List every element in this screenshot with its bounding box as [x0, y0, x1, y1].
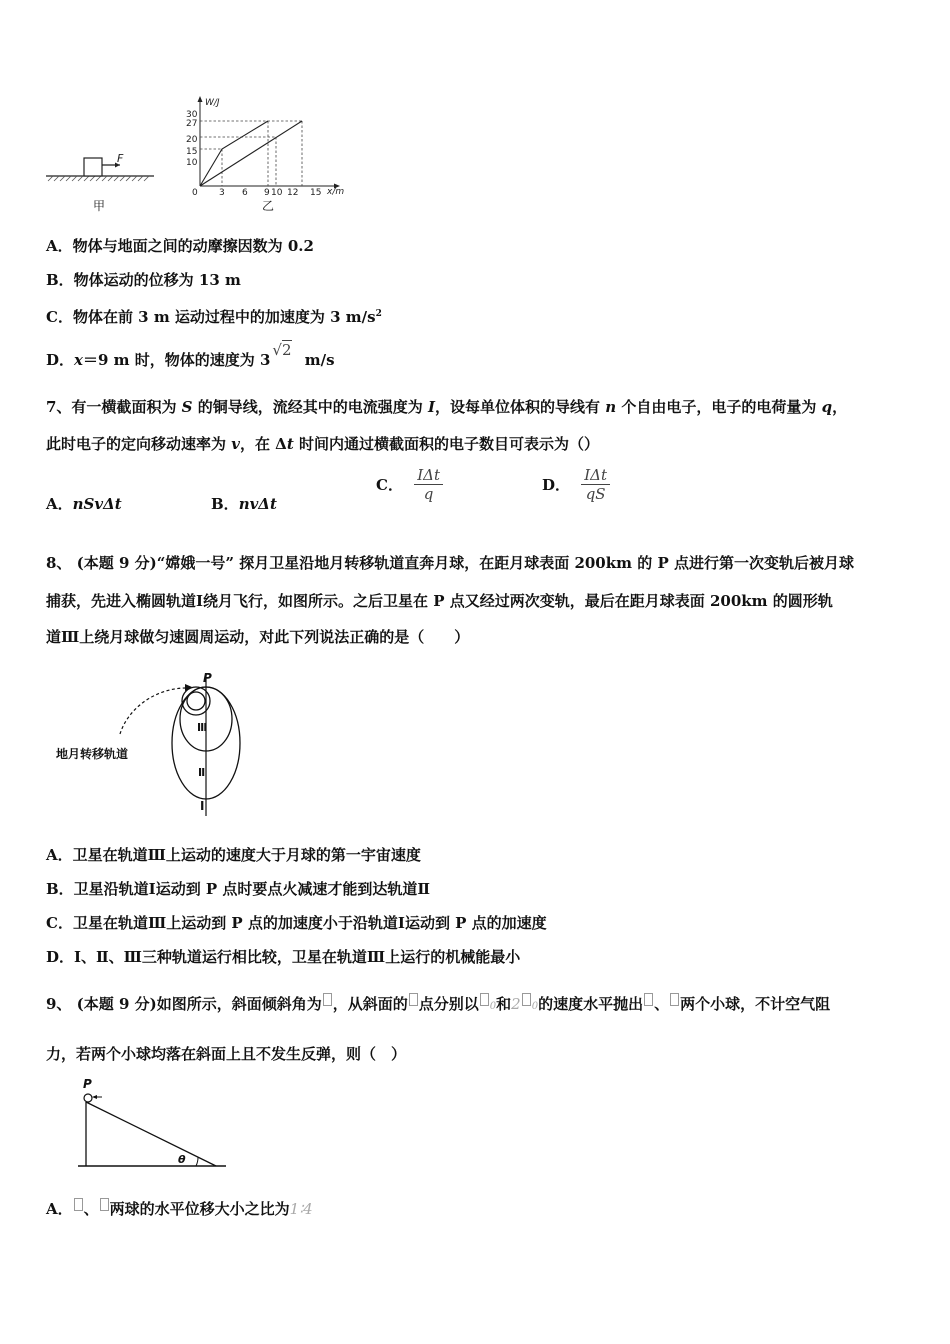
q8-option-c: C．卫星在轨道Ⅲ上运动到 P 点的加速度小于沿轨道Ⅰ运动到 P 点的加速度 [46, 914, 547, 932]
y-tick-27: 27 [186, 119, 198, 129]
q6-option-c-sup: 2 [375, 309, 382, 319]
q6-option-b: B．物体运动的位移为 13 m [46, 271, 241, 289]
text-segment: v [231, 435, 240, 453]
work-displacement-graph [186, 96, 344, 213]
figure-right-label: 乙 [262, 199, 275, 213]
y-tick-15: 15 [186, 147, 198, 157]
q8-stem-line2: 捕获，先进入椭圆轨道Ⅰ绕月飞行，如图所示。之后卫星在 P 点又经过两次变轨，最后在距月球表面 200km 的圆形轨 [46, 592, 833, 610]
q7-option-a [46, 493, 122, 515]
y-tick-30: 30 [186, 110, 198, 120]
force-label: F [117, 152, 124, 165]
incline-figure [74, 1074, 234, 1174]
text-segment: 两球的水平位移大小之比为 [109, 1200, 290, 1218]
text-segment: ，设每单位体积的导线有 [435, 398, 606, 416]
x-tick-6: 6 [242, 188, 248, 198]
x-tick-15: 15 [310, 188, 322, 198]
q7-option-d [542, 466, 610, 503]
q6-option-c [46, 303, 382, 328]
moon [187, 692, 205, 710]
x-tick-12: 12 [287, 188, 299, 198]
q6-option-d-radicand: 2 [281, 341, 292, 359]
q7-option-c [376, 466, 443, 503]
point-placeholder-icon [409, 993, 418, 1006]
v-placeholder-icon [522, 993, 531, 1006]
x-tick-10: 10 [271, 188, 283, 198]
text-segment: n [605, 398, 617, 416]
text-segment: 的速度水平抛出 [538, 995, 644, 1013]
x-axis-label: x/m [327, 187, 345, 197]
question6-figure [40, 92, 360, 218]
q8-option-a: A．卫星在轨道Ⅲ上运动的速度大于月球的第一宇宙速度 [46, 846, 421, 864]
text-segment: q [423, 485, 434, 503]
theta-placeholder-icon [323, 993, 332, 1006]
q6-option-d-x: x [74, 351, 83, 369]
text-segment: C． [376, 476, 403, 494]
text-segment: nvΔt [238, 495, 277, 513]
q7-stem-line2 [46, 433, 599, 455]
y-tick-20: 20 [186, 135, 198, 145]
x-tick-3: 3 [219, 188, 225, 198]
q7-option-b [211, 493, 277, 515]
work-line-force [200, 121, 268, 186]
q6-option-d-unit: m/s [304, 351, 335, 369]
transfer-orbit-label: 地月转移轨道 [56, 747, 129, 761]
angle-theta-label: θ [178, 1153, 186, 1166]
text-segment: ，从斜面的 [332, 995, 408, 1013]
q9-stem-line2: 力，若两个小球均落在斜面上且不发生反弹，则（ ） [46, 1045, 407, 1063]
point-p-label: P [83, 1077, 92, 1091]
q7-option-d-fraction [581, 466, 610, 503]
q6-option-c-text: C．物体在前 3 m 运动过程中的加速度为 3 m/s [46, 308, 376, 326]
y-axis-label: W/J [205, 98, 220, 108]
text-segment: 、 [83, 1200, 99, 1218]
q8-stem-line1: 8、 (本题 9 分)“嫦娥一号” 探月卫星沿地月转移轨道直奔月球，在距月球表面 200km 的 P 点进行第一次变轨后被月球 [46, 554, 854, 572]
q8-option-d: D．Ⅰ、Ⅱ、Ⅲ三种轨道运行相比较，卫星在轨道Ⅲ上运行的机械能最小 [46, 948, 521, 966]
text-segment: B． [211, 495, 239, 513]
text-segment: ，在 Δ [239, 435, 287, 453]
sqrt-icon: √2 [272, 341, 292, 359]
text-segment: A． [46, 495, 73, 513]
text-segment: nSvΔt [72, 495, 122, 513]
q9-option-a [46, 1198, 313, 1220]
text-segment: t [286, 435, 294, 453]
origin-label: 0 [192, 188, 198, 198]
text-segment: S [181, 398, 193, 416]
text-segment: D． [542, 476, 571, 494]
text-segment: 、 [654, 995, 670, 1013]
text-segment: 2 [511, 995, 521, 1013]
q8-option-b: B．卫星沿轨道Ⅰ运动到 P 点时要点火减速才能到达轨道Ⅱ [46, 880, 431, 898]
text-segment: 的铜导线，流经其中的电流强度为 [192, 398, 428, 416]
text-segment: qS [585, 485, 606, 503]
ball-b-placeholder-icon [670, 993, 679, 1006]
orbit-i-label: Ⅰ [200, 799, 205, 813]
y-tick-10: 10 [186, 158, 198, 168]
text-segment: A． [46, 1200, 73, 1218]
text-segment: 此时电子的定向移动速率为 [46, 435, 232, 453]
x-tick-9: 9 [264, 188, 270, 198]
q8-stem-line3: 道Ⅲ上绕月球做匀速圆周运动，对此下列说法正确的是（ ） [46, 628, 470, 646]
ball-b-placeholder-icon [100, 1198, 109, 1211]
text-segment: 1∶4 [289, 1200, 313, 1218]
q7-option-c-fraction [414, 466, 443, 503]
text-segment: 9、 (本题 9 分)如图所示，斜面倾斜角为 [46, 995, 322, 1013]
text-segment: IΔt [581, 466, 610, 485]
text-segment: 7、有一横截面积为 [46, 398, 182, 416]
text-segment: 点分别以 [418, 995, 479, 1013]
lunar-orbit-figure [46, 666, 256, 818]
q6-option-a: A．物体与地面之间的动摩擦因数为 0.2 [46, 237, 314, 255]
text-segment: 0 [489, 1001, 497, 1012]
q6-option-d [46, 341, 335, 371]
q6-option-d-label: D． [46, 351, 75, 369]
q7-stem-line1 [46, 396, 847, 418]
v-placeholder-icon [480, 993, 489, 1006]
q6-option-d-text: ＝9 m 时，物体的速度为 3 [82, 351, 271, 369]
figure-left-label: 甲 [93, 199, 106, 213]
figure-left-block-on-ground [46, 152, 154, 213]
text-segment: 和 [496, 995, 512, 1013]
text-segment: 时间内通过横截面积的电子数目可表示为（） [293, 435, 599, 453]
text-segment: I [427, 398, 435, 416]
text-segment: 两个小球，不计空气阻 [680, 995, 831, 1013]
text-segment: ， [832, 398, 848, 416]
ball-icon [84, 1094, 92, 1102]
point-p-label: P [203, 671, 212, 685]
text-segment: 个自由电子，电子的电荷量为 [616, 398, 822, 416]
ball-a-placeholder-icon [644, 993, 653, 1006]
orbit-iii-label: Ⅲ [197, 721, 208, 734]
orbit-ii-label: Ⅱ [198, 766, 206, 779]
text-segment: IΔt [414, 466, 443, 485]
q9-stem-line1 [46, 993, 830, 1018]
text-segment: q [821, 398, 833, 416]
text-segment: 0 [531, 1001, 539, 1012]
ball-a-placeholder-icon [74, 1198, 83, 1211]
